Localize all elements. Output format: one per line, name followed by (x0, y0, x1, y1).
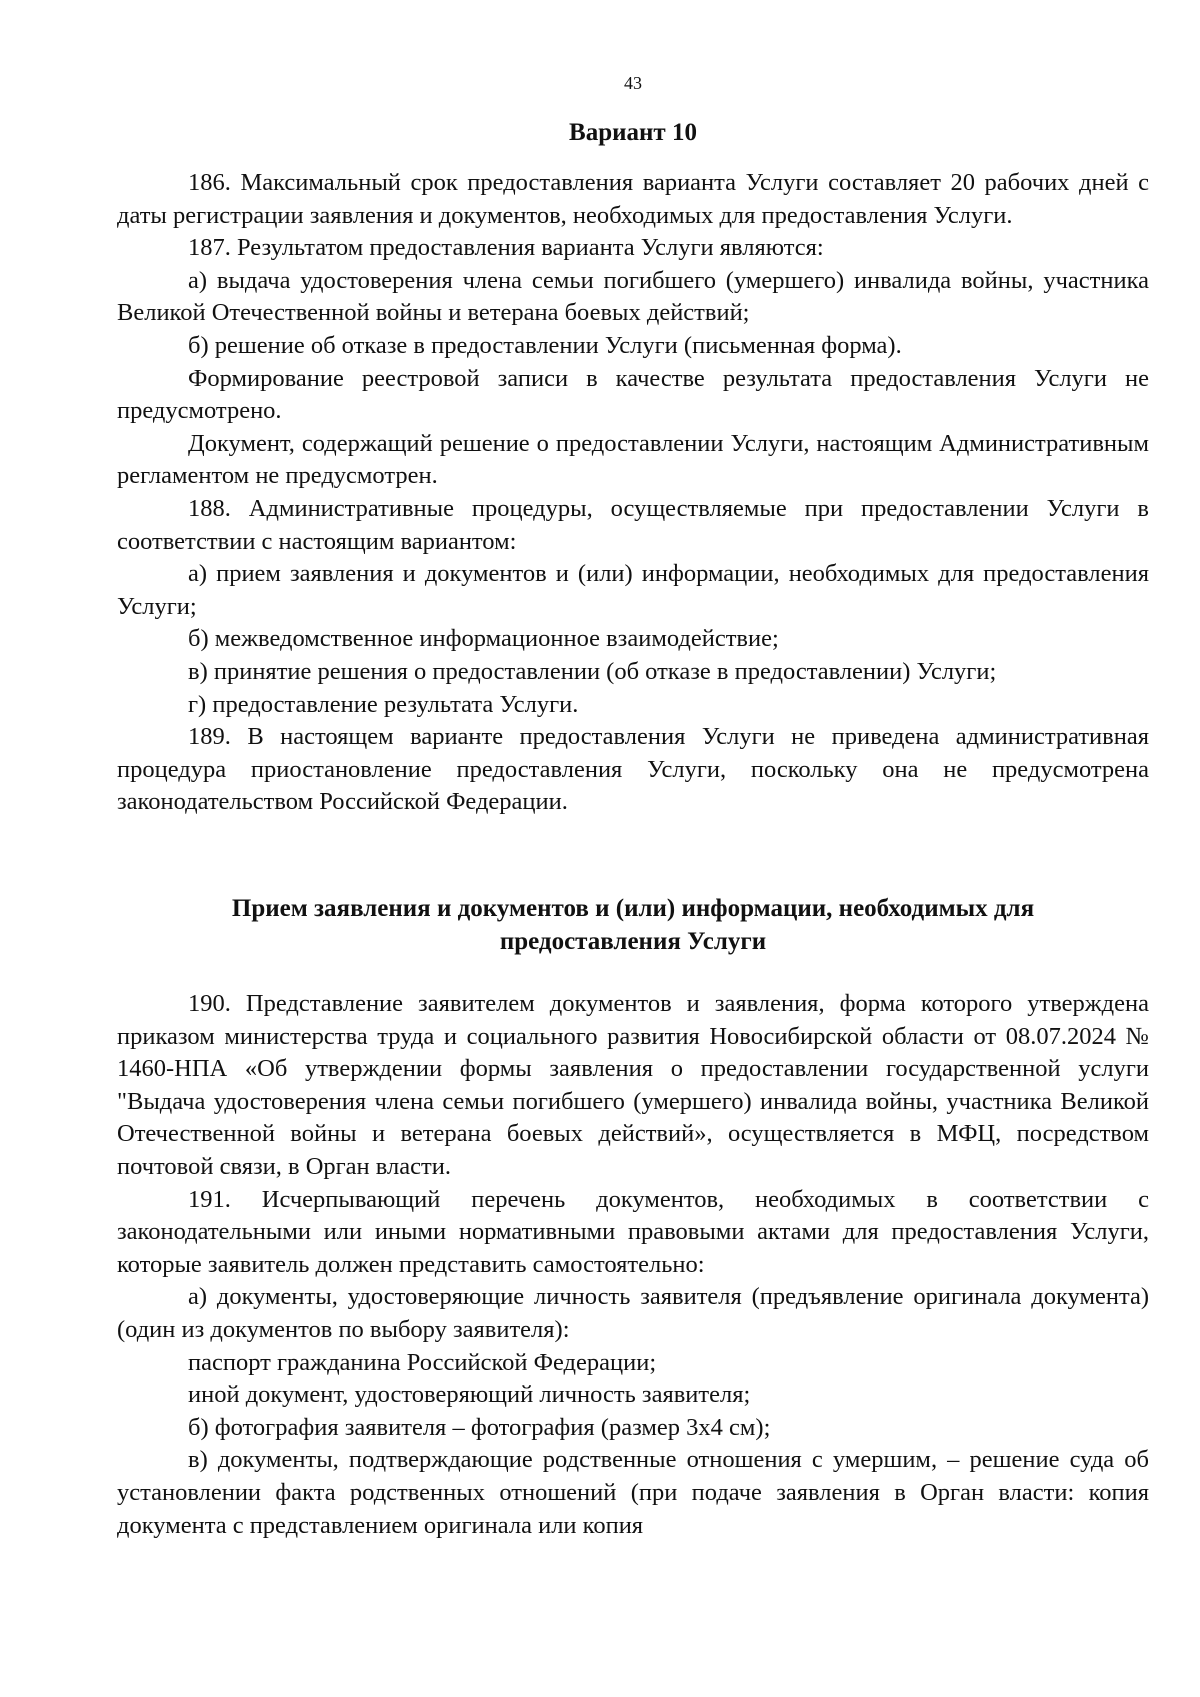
subsection-heading (117, 893, 1149, 958)
paragraph-block-1 (117, 167, 1149, 819)
list-item-passport: паспорт гражданина Российской Федерации; (188, 1348, 657, 1376)
paragraph-190: 190. Представление заявителем документов и заявления, форма которого утверждена приказом министерства труда и социального развития Новосибирской области от 08.07.2024 № 1460-НПА «Об утверждении формы заявления о предоставлении государственной услуги "Выдача удостоверения члена семьи погибшего (умершего) инвалида войны, участника Великой Отечественной войны и ветерана боевых действий», осуществляется в МФЦ, посредством почтовой связи, в Орган власти. (117, 990, 1149, 1180)
list-item-187-b: б) решение об отказе в предоставлении Услуги (письменная форма). (188, 331, 902, 359)
paragraph-188: 188. Административные процедуры, осуществляемые при предоставлении Услуги в соответствии с настоящим вариантом: (117, 494, 1149, 555)
list-item-188-v: в) принятие решения о предоставлении (об отказе в предоставлении) Услуги; (188, 657, 997, 685)
list-item-187-a: а) выдача удостоверения члена семьи погибшего (умершего) инвалида войны, участника Великой Отечественной войны и ветерана боевых действий; (117, 266, 1149, 327)
list-item-188-b: б) межведомственное информационное взаимодействие; (188, 625, 779, 653)
list-item-188-g: г) предоставление результата Услуги. (188, 690, 579, 718)
list-item-other-id: иной документ, удостоверяющий личность заявителя; (188, 1381, 751, 1409)
paragraph-189: 189. В настоящем варианте предоставления Услуги не приведена административная процедура приостановление предоставления Услуги, поскольку она не предусмотрена законодательством Российской Федерации. (117, 723, 1149, 816)
subsection-heading-line-2: предоставления Услуги (499, 927, 767, 955)
list-item-191-v: в) документы, подтверждающие родственные отношения с умершим, – решение суда об установлении факта родственных отношений (при подаче заявления в Орган власти: копия документа с представлением оригинала или копия (117, 1446, 1149, 1539)
paragraph-191: 191. Исчерпывающий перечень документов, необходимых в соответствии с законодательными или иными нормативными правовыми актами для предоставления Услуги, которые заявитель должен представить самостоятельно: (117, 1185, 1149, 1278)
page-number: 43 (624, 73, 642, 93)
paragraph-block-2 (117, 988, 1149, 1542)
paragraph-186: 186. Максимальный срок предоставления варианта Услуги составляет 20 рабочих дней с даты регистрации заявления и документов, необходимых для предоставления Услуги. (117, 169, 1149, 229)
list-item-188-a: а) прием заявления и документов и (или) информации, необходимых для предоставления Услуги; (117, 560, 1149, 620)
list-item-191-b: б) фотография заявителя – фотография (размер 3х4 см); (188, 1413, 771, 1441)
paragraph-registry-entry: Формирование реестровой записи в качестве результата предоставления Услуги не предусмотрено. (117, 364, 1149, 425)
paragraph-decision-document: Документ, содержащий решение о предоставлении Услуги, настоящим Административным регламентом не предусмотрен. (117, 429, 1149, 490)
paragraph-187: 187. Результатом предоставления варианта Услуги являются: (188, 234, 824, 262)
subsection-heading-line-1: Прием заявления и документов и (или) информации, необходимых для (231, 895, 1035, 922)
list-item-191-a: а) документы, удостоверяющие личность заявителя (предъявление оригинала документа) (один из документов по выбору заявителя): (117, 1283, 1149, 1343)
section-title: Вариант 10 (569, 119, 697, 146)
